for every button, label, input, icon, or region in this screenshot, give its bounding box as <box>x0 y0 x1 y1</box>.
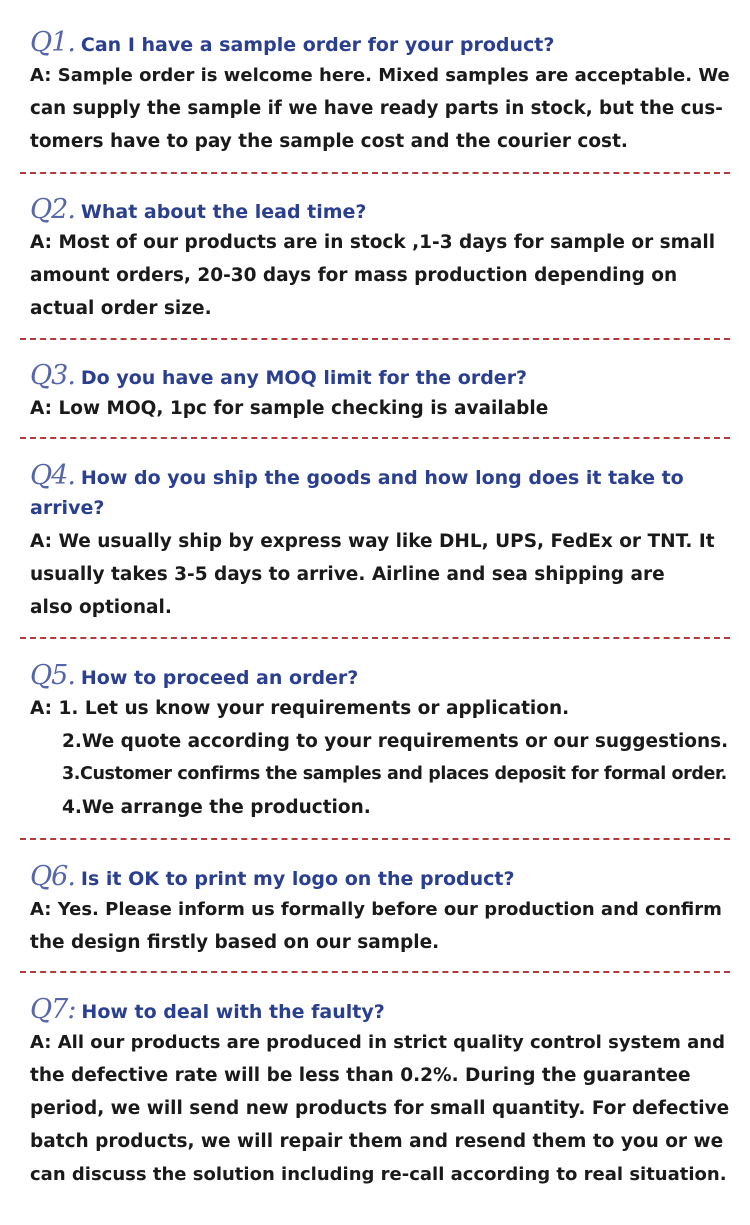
answer-line: the design firstly based on our sample. <box>30 932 440 953</box>
answer-line: A: Low MOQ, 1pc for sample checking is available <box>30 398 549 419</box>
question-line <box>30 460 730 492</box>
question-number: Q1. <box>30 27 75 58</box>
answer-line: amount orders, 20-30 days for mass production depending on <box>30 265 678 286</box>
dashed-divider <box>20 838 730 840</box>
answer-line: 4.We arrange the production. <box>62 797 371 818</box>
dashed-divider <box>20 637 730 639</box>
dashed-divider <box>20 172 730 174</box>
question-number: Q6. <box>30 861 75 892</box>
faq-item-2 <box>30 194 730 325</box>
question-number: Q2. <box>30 194 75 225</box>
answer-line: 2.We quote according to your requirements or our suggestions. <box>62 731 729 752</box>
question-line <box>30 194 730 226</box>
question-number: Q3. <box>30 360 75 391</box>
question-line <box>30 360 730 392</box>
question-line <box>30 27 730 59</box>
question-text: How to proceed an order? <box>80 667 359 689</box>
faq-item-6 <box>30 861 730 959</box>
answer-line: can discuss the solution including re-call according to real situation. <box>30 1164 727 1185</box>
answer-line: A: Most of our products are in stock ,1-3 days for sample or small <box>30 232 716 253</box>
answer-line: A: 1. Let us know your requirements or application. <box>30 698 570 719</box>
answer-line: the defective rate will be less than 0.2%. During the guarantee <box>30 1065 691 1086</box>
question-number: Q7: <box>30 994 76 1025</box>
answer-line: A: Sample order is welcome here. Mixed samples are acceptable. We <box>30 65 730 86</box>
question-number: Q4. <box>30 460 75 491</box>
answer-line: 3.Customer confirms the samples and places deposit for formal order. <box>62 764 727 784</box>
answer-line: A: We usually ship by express way like DHL, UPS, FedEx or TNT. It <box>30 531 715 552</box>
question-line <box>30 861 730 893</box>
faq-item-4 <box>30 460 730 624</box>
question-text: Can I have a sample order for your product? <box>80 34 555 56</box>
answer-line: actual order size. <box>30 298 212 319</box>
answer-line: period, we will send new products for small quantity. For defective <box>30 1098 730 1119</box>
question-text: Do you have any MOQ limit for the order? <box>80 367 528 389</box>
answer-line: A: Yes. Please inform us formally before our production and confirm <box>30 899 722 920</box>
faq-item-3 <box>30 360 730 425</box>
question-line <box>30 660 730 692</box>
answer-line: can supply the sample if we have ready parts in stock, but the cus- <box>30 98 723 119</box>
answer-line: tomers have to pay the sample cost and the courier cost. <box>30 131 628 152</box>
dashed-divider <box>20 437 730 439</box>
answer-line: A: All our products are produced in strict quality control system and <box>30 1032 725 1053</box>
dashed-divider <box>20 338 730 340</box>
answer-line: also optional. <box>30 597 172 618</box>
question-text: What about the lead time? <box>80 201 367 223</box>
question-text-continued: arrive? <box>30 497 105 519</box>
dashed-divider <box>20 971 730 973</box>
faq-item-5 <box>30 660 730 824</box>
faq-item-1 <box>30 27 730 158</box>
question-text: Is it OK to print my logo on the product? <box>80 868 515 890</box>
question-text: How to deal with the faulty? <box>81 1001 385 1023</box>
question-text: How do you ship the goods and how long does it take to <box>80 467 684 489</box>
answer-line: batch products, we will repair them and resend them to you or we <box>30 1131 724 1152</box>
question-line <box>30 994 730 1026</box>
faq-item-7 <box>30 994 730 1191</box>
question-number: Q5. <box>30 660 75 691</box>
answer-line: usually takes 3-5 days to arrive. Airline and sea shipping are <box>30 564 665 585</box>
